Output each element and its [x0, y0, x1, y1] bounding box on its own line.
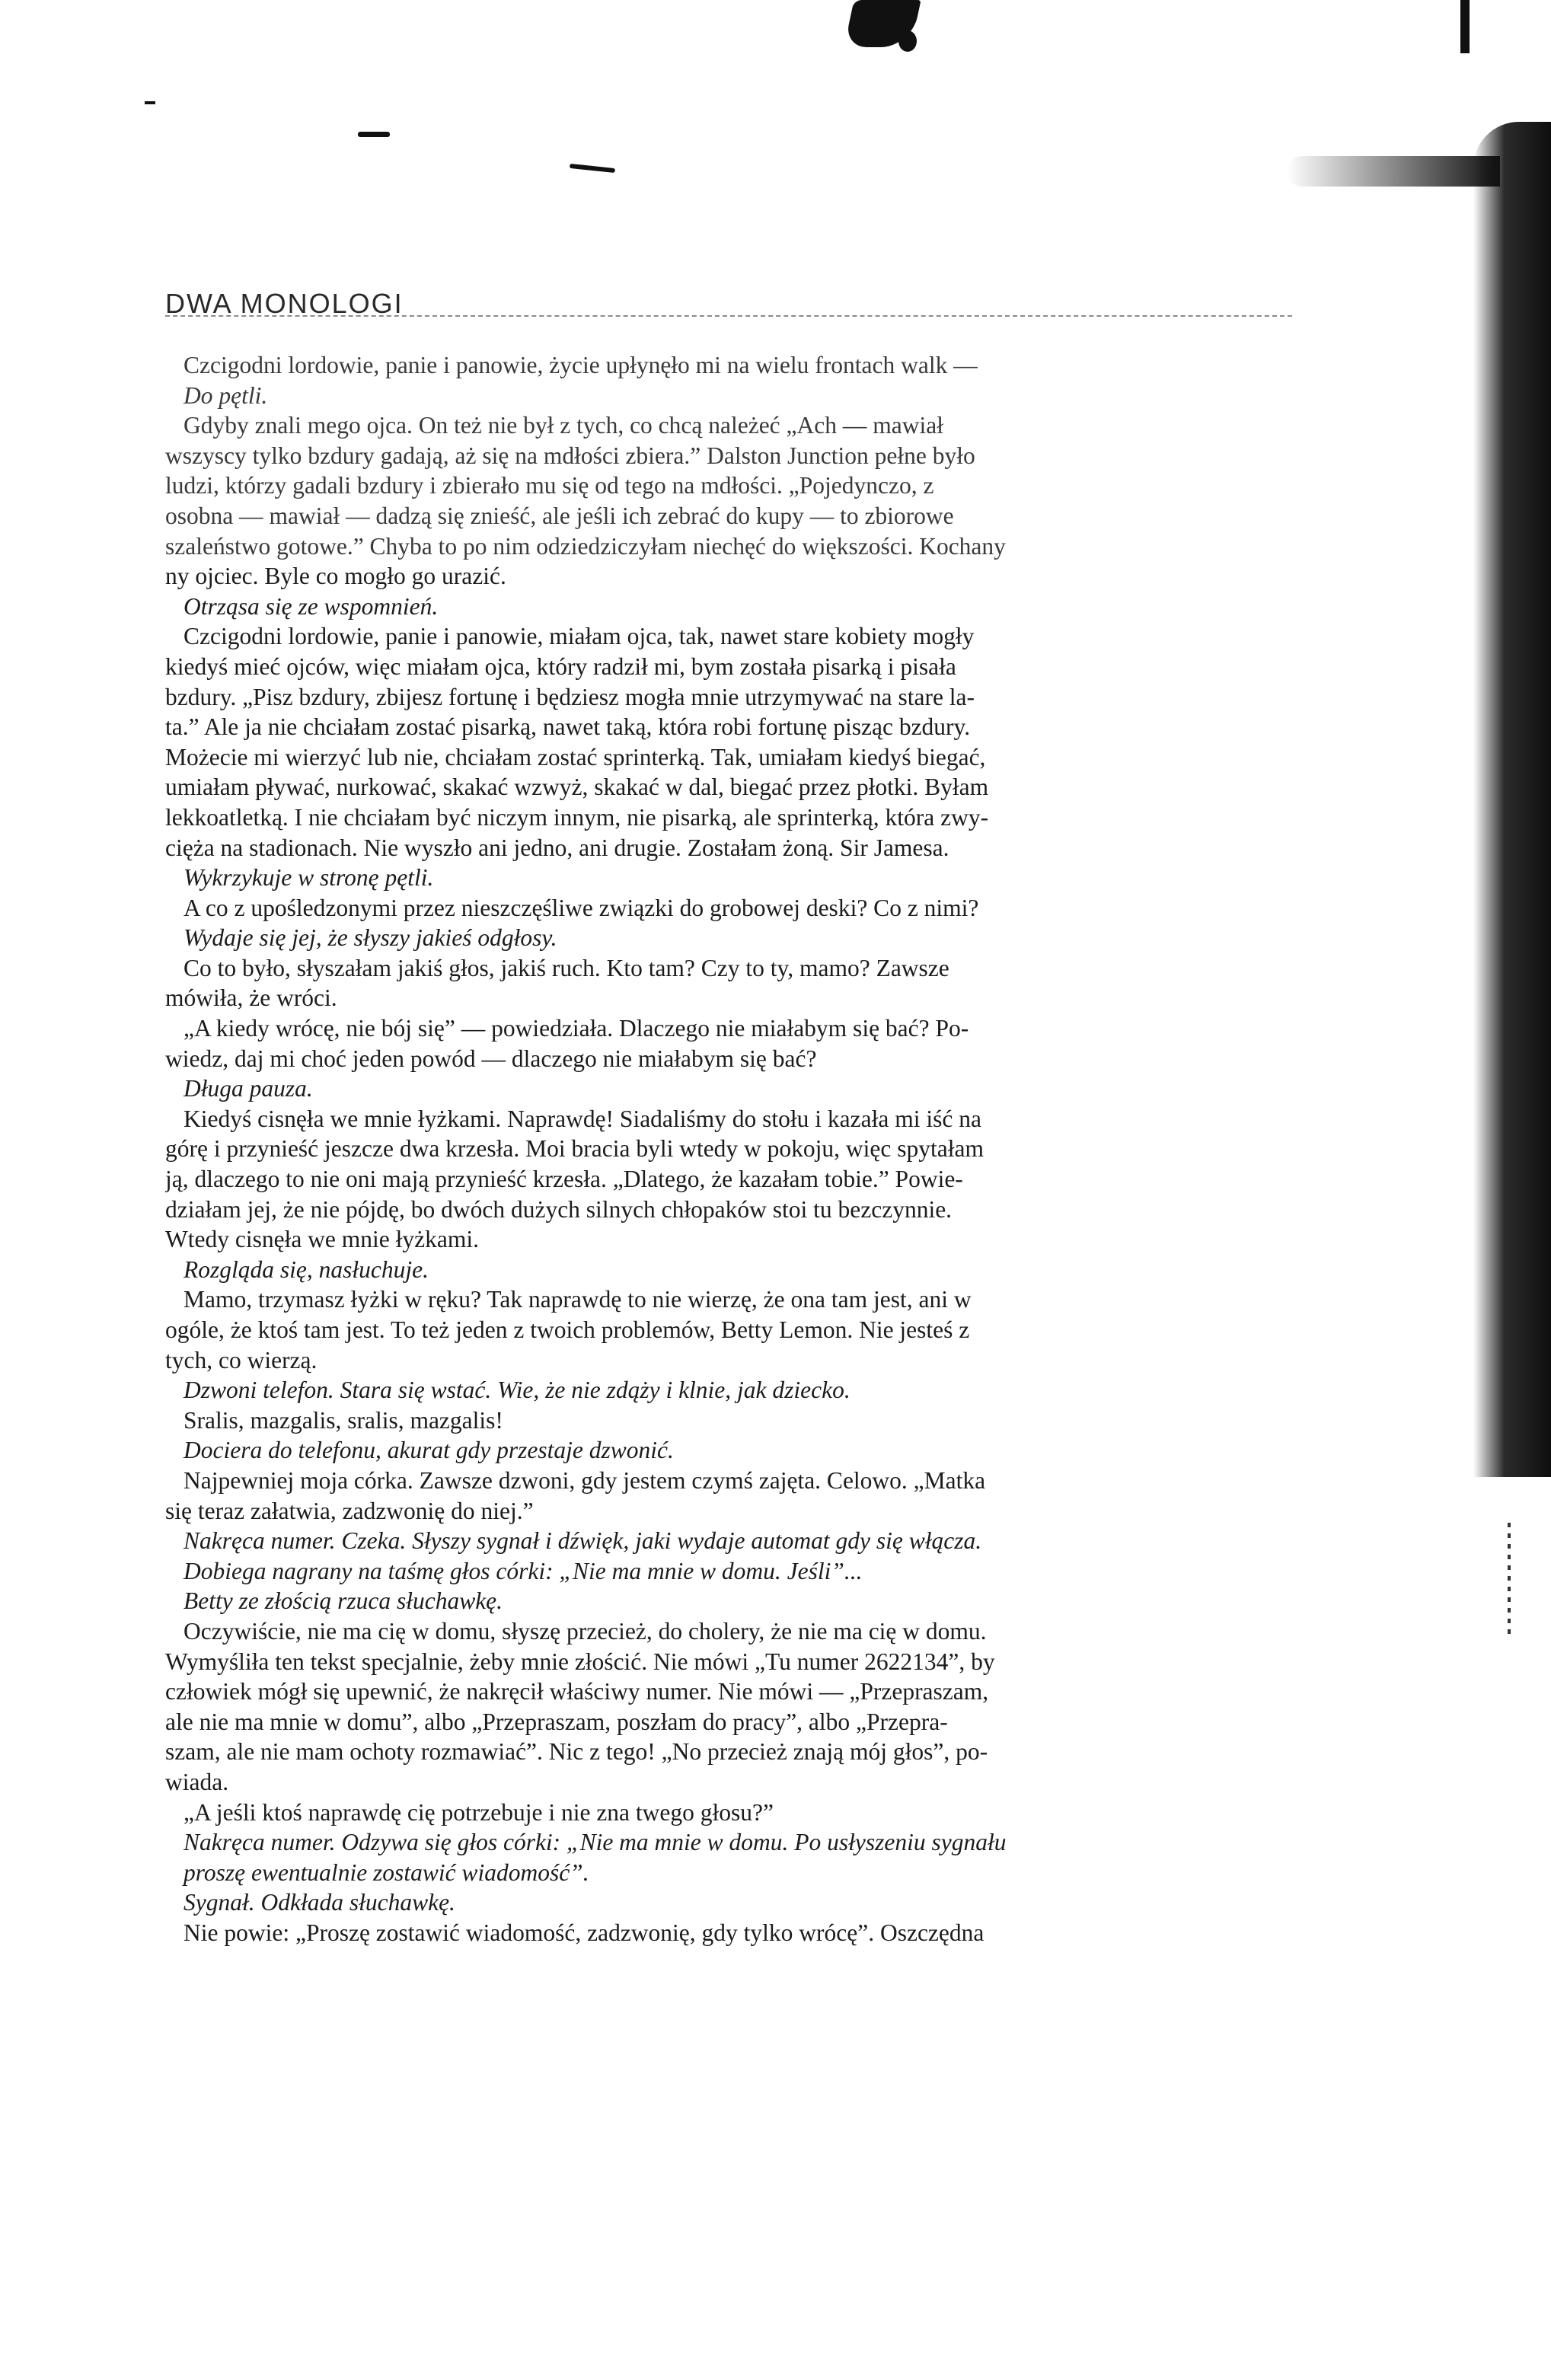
text-line: cięża na stadionach. Nie wyszło ani jedno, ani drugie. Zostałam żoną. Sir Jamesa. [165, 834, 949, 861]
text-line: wiada. [165, 1768, 229, 1795]
stage-direction-line: proszę ewentualnie zostawić wiadomość”. [184, 1858, 589, 1886]
text-line: ludzi, którzy gadali bzdury i zbierało mu się od tego na mdłości. „Pojedynczo, z [165, 472, 934, 499]
stage-direction-line: Sygnał. Odkłada słuchawkę. [184, 1889, 455, 1916]
text-line: osobna — mawiał — dadzą się znieść, ale jeśli ich zebrać do kupy — to zbiorowe [165, 502, 954, 529]
scan-speck [358, 132, 390, 137]
text-line: Wtedy cisnęła we mnie łyżkami. [165, 1226, 479, 1253]
scan-smudge-top-dot [898, 30, 917, 52]
scan-speck [570, 164, 615, 173]
text-line: szam, ale nie mam ochoty rozmawiać”. Nic z tego! „No przecież znają mój głos”, po- [165, 1738, 988, 1766]
text-line: ta.” Ale ja nie chciałam zostać pisarką, nawet taką, która robi fortunę pisząc bzdury. [165, 713, 971, 741]
text-line: A co z upośledzonymi przez nieszczęśliwe związki do grobowej deski? Co z nimi? [184, 894, 979, 921]
scan-margin-ticks [1508, 1523, 1511, 1637]
scan-speck [145, 101, 155, 104]
stage-direction-line: Otrząsa się ze wspomnień. [184, 592, 439, 620]
text-line: tych, co wierzą. [165, 1346, 318, 1373]
header-rule [165, 315, 1292, 317]
stage-direction-line: Do pętli. [184, 381, 268, 409]
text-line: ogóle, że ktoś tam jest. To też jeden z twoich problemów, Betty Lemon. Nie jesteś z [165, 1316, 970, 1343]
text-line: ją, dlaczego to nie oni mają przynieść krzesła. „Dlatego, że kazałam tobie.” Powie- [165, 1166, 963, 1193]
scan-mark-top-right [1460, 0, 1470, 53]
text-line: wszyscy tylko bzdury gadają, aż się na mdłości zbiera.” Dalston Junction pełne było [165, 442, 975, 469]
text-line: Sralis, mazgalis, sralis, mazgalis! [184, 1406, 503, 1434]
text-line: ny ojciec. Byle co mogło go urazić. [165, 563, 506, 590]
text-line: lekkoatletką. I nie chciałam być niczym innym, nie pisarką, ale sprinterką, która zwy- [165, 803, 989, 831]
text-line: szaleństwo gotowe.” Chyba to po nim odziedziczyłam niechęć do większości. Kochany [165, 532, 1006, 560]
text-line: Oczywiście, nie ma cię w domu, słyszę przecież, do cholery, że nie ma cię w domu. [184, 1617, 987, 1645]
text-line: Kiedyś cisnęła we mnie łyżkami. Naprawdę! Siadaliśmy do stołu i kazała mi iść na [184, 1105, 981, 1132]
text-line: działam jej, że nie pójdę, bo dwóch dużych silnych chłopaków stoi tu bezczynnie. [165, 1195, 953, 1223]
text-line: bzdury. „Pisz bzdury, zbijesz fortunę i będziesz mogła mnie utrzymywać na stare la- [165, 683, 975, 710]
stage-direction-line: Wykrzykuje w stronę pętli. [184, 864, 434, 892]
stage-direction-line: Długa pauza. [184, 1075, 313, 1102]
page-header-title: DWA MONOLOGI [165, 288, 404, 319]
text-line: Możecie mi wierzyć lub nie, chciałam zostać sprinterką. Tak, umiałam kiedyś biegać, [165, 743, 986, 770]
stage-direction-line: Betty ze złością rzuca słuchawkę. [184, 1587, 503, 1615]
text-line: Co to było, słyszałam jakiś głos, jakiś ruch. Kto tam? Czy to ty, mamo? Zawsze [184, 954, 949, 981]
text-line: Wymyśliła ten tekst specjalnie, żeby mnie złościć. Nie mówi „Tu numer 2622134”, by [165, 1648, 995, 1675]
text-line: Nie powie: „Proszę zostawić wiadomość, zadzwonię, gdy tylko wrócę”. Oszczędna [184, 1919, 985, 1946]
text-line: górę i przynieść jeszcze dwa krzesła. Moi bracia byli wtedy w pokoju, więc spytałam [165, 1135, 984, 1163]
scan-shadow-right-edge [1473, 122, 1551, 1477]
stage-direction-line: Dobiega nagrany na taśmę głos córki: „Nie ma mnie w domu. Jeśli”... [184, 1557, 863, 1584]
stage-direction-line: Dzwoni telefon. Stara się wstać. Wie, że nie zdąży i klnie, jak dziecko. [184, 1377, 850, 1404]
stage-direction-line: Nakręca numer. Czeka. Słyszy sygnał i dźwięk, jaki wydaje automat gdy się włącza. [184, 1527, 982, 1555]
text-line: mówiła, że wróci. [165, 984, 337, 1012]
text-line: „A jeśli ktoś naprawdę cię potrzebuje i nie zna twego głosu?” [184, 1798, 774, 1826]
text-line: „A kiedy wrócę, nie bój się” — powiedziała. Dlaczego nie miałabym się bać? Po- [184, 1015, 969, 1042]
text-line: wiedz, daj mi choć jeden powód — dlaczego nie miałabym się bać? [165, 1045, 817, 1072]
text-line: kiedyś mieć ojców, więc miałam ojca, który radził mi, bym została pisarką i pisała [165, 652, 956, 680]
text-line: Czcigodni lordowie, panie i panowie, życie upłynęło mi na wielu frontach walk — [184, 352, 978, 378]
stage-direction-line: Nakręca numer. Odzywa się głos córki: „Nie ma mnie w domu. Po usłyszeniu sygnału [184, 1829, 1007, 1856]
text-line: umiałam pływać, nurkować, skakać wzwyż, skakać w dal, biegać przez płotki. Byłam [165, 774, 989, 801]
text-line: ale nie ma mnie w domu”, albo „Przepraszam, poszłam do pracy”, albo „Przepra- [165, 1708, 948, 1735]
text-line: Czcigodni lordowie, panie i panowie, miałam ojca, tak, nawet stare kobiety mogły [184, 623, 975, 650]
text-line: Mamo, trzymasz łyżki w ręku? Tak naprawdę to nie wierzę, że ona tam jest, ani w [184, 1286, 972, 1313]
document-body [165, 350, 1429, 1948]
text-line: się teraz załatwia, zadzwonię do niej.” [165, 1497, 534, 1524]
stage-direction-line: Dociera do telefonu, akurat gdy przestaje dzwonić. [184, 1437, 674, 1464]
text-line: Najpewniej moja córka. Zawsze dzwoni, gdy jestem czymś zajęta. Celowo. „Matka [184, 1466, 986, 1494]
text-line: Gdyby znali mego ojca. On też nie był z tych, co chcą należeć „Ach — mawiał [184, 412, 943, 439]
scan-smudge-right [1287, 156, 1500, 187]
stage-direction-line: Wydaje się jej, że słyszy jakieś odgłosy. [184, 924, 557, 952]
stage-direction-line: Rozgląda się, nasłuchuje. [184, 1255, 429, 1283]
text-line: człowiek mógł się upewnić, że nakręcił właściwy numer. Nie mówi — „Przepraszam, [165, 1678, 989, 1705]
